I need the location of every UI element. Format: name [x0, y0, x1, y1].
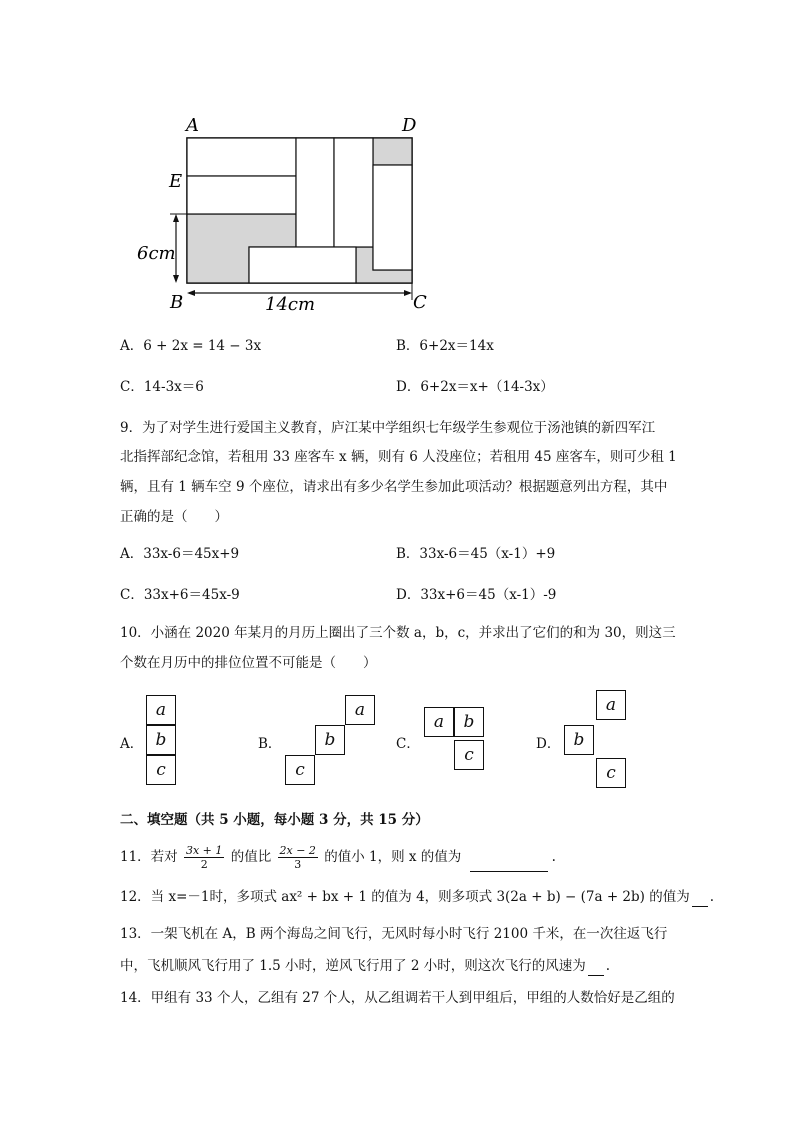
q10-a-cell-b: b	[146, 725, 176, 755]
q10-c-cell-a: a	[424, 707, 454, 737]
q11-prefix: 11．若对	[120, 849, 178, 865]
q10-option-a-label: A．	[120, 736, 144, 752]
rect-vertical-1	[296, 138, 334, 247]
q10-d-cell-a: a	[596, 690, 626, 720]
rect-vertical-3	[373, 165, 412, 270]
rect-top-left-1	[187, 138, 296, 176]
q10-line-1: 10．小涵在 2020 年某月的月历上圈出了三个数 a，b，c，并求出了它们的和为 30，则这三	[120, 625, 676, 641]
shaded-region-top-right	[373, 138, 412, 165]
rect-vertical-2	[334, 138, 373, 247]
q13-line-2-text: 中，飞机顺风飞行用了 1.5 小时，逆风飞行用了 2 小时，则这次飞行的风速为	[120, 958, 586, 974]
q9-option-c: C．33x+6＝45x-9	[120, 587, 240, 603]
q10-a-cell-c: c	[146, 755, 176, 785]
q12-end: .	[709, 889, 715, 905]
label-B: B	[170, 292, 184, 313]
width-arrow-head-right	[404, 290, 412, 296]
q8-option-b: B．6+2x＝14x	[396, 338, 494, 354]
q11-frac2-denominator: 3	[294, 858, 302, 871]
rect-top-left-2	[187, 176, 296, 214]
rect-bottom	[249, 247, 356, 283]
label-width: 14cm	[265, 294, 316, 315]
section-2-title: 二、填空题（共 5 小题，每小题 3 分，共 15 分）	[120, 812, 429, 828]
q11-mid: 的值比	[230, 849, 272, 865]
q12-text: 12．当 x=－1时，多项式 ax² + bx + 1 的值为 4，则多项式 3(2a + b) − (7a + 2b) 的值为	[120, 889, 690, 905]
q11-fraction-1	[184, 844, 224, 871]
q13-end: .	[605, 958, 611, 974]
height-arrow-head-top	[173, 214, 179, 222]
q10-d-cell-b: b	[564, 725, 594, 755]
q10-c-cell-b: b	[454, 707, 484, 737]
q10-d-cell-c: c	[596, 758, 626, 788]
q12-answer-blank[interactable]	[692, 892, 708, 907]
label-D: D	[402, 115, 417, 136]
q10-b-cell-a: a	[345, 695, 375, 725]
q10-c-cell-c: c	[454, 740, 484, 770]
q8-option-d: D．6+2x＝x+（14-3x）	[396, 379, 554, 395]
q11-frac1-numerator: 3x + 1	[185, 844, 223, 857]
q9-option-a: A．33x-6＝45x+9	[120, 546, 240, 562]
q11-frac2-numerator: 2x − 2	[279, 844, 316, 857]
q10-a-cell-a: a	[146, 695, 176, 725]
q13-answer-blank[interactable]	[588, 961, 604, 976]
q12	[120, 887, 714, 907]
q13-line-1: 13．一架飞机在 A，B 两个海岛之间飞行，无风时每小时飞行 2100 千米，在一次往返飞行	[120, 926, 668, 942]
q8-option-a: A．6 + 2x = 14 − 3x	[120, 338, 262, 354]
q9-line-3: 辆，且有 1 辆车空 9 个座位，请求出有多少名学生参加此项活动？根据题意列出方程，其中	[120, 479, 668, 495]
q9-line-4: 正确的是（ ）	[120, 509, 228, 525]
label-E: E	[169, 171, 183, 192]
q10-b-cell-b: b	[315, 725, 345, 755]
q9-line-2: 北指挥部纪念馆，若租用 33 座客车 x 辆，则有 6 人没座位；若租用 45 座客车，则可少租 1	[120, 449, 677, 465]
label-height: 6cm	[137, 243, 176, 264]
q10-b-cell-c: c	[285, 755, 315, 785]
q11-suffix: 的值小 1，则 x 的值为	[324, 849, 462, 865]
width-arrow-head-left	[187, 290, 195, 296]
q11-frac1-denominator: 2	[200, 858, 208, 871]
q14-line-1: 14．甲组有 33 个人，乙组有 27 个人，从乙组调若干人到甲组后，甲组的人数恰好是乙组的	[120, 990, 675, 1006]
label-C: C	[413, 292, 427, 313]
q9-line-1: 9．为了对学生进行爱国主义教育，庐江某中学组织七年级学生参观位于汤池镇的新四军江	[120, 420, 656, 436]
q11-fraction-2	[278, 844, 318, 871]
q10-option-b-label: B．	[258, 736, 282, 752]
q11-answer-blank[interactable]	[470, 857, 548, 872]
rectangle-figure	[130, 110, 440, 320]
q9-option-d: D．33x+6＝45（x-1）-9	[396, 587, 557, 603]
label-A: A	[186, 115, 199, 136]
q11	[120, 842, 556, 872]
q13-line-2	[120, 956, 610, 976]
q8-option-c: C．14-3x＝6	[120, 379, 204, 395]
q11-end: .	[551, 849, 556, 865]
height-arrow-head-bottom	[173, 275, 179, 283]
q10-option-c-label: C．	[396, 736, 420, 752]
q10-option-d-label: D．	[536, 736, 561, 752]
q10-line-2: 个数在月历中的排位位置不可能是（ ）	[120, 655, 377, 671]
q9-option-b: B．33x-6＝45（x-1）+9	[396, 546, 556, 562]
